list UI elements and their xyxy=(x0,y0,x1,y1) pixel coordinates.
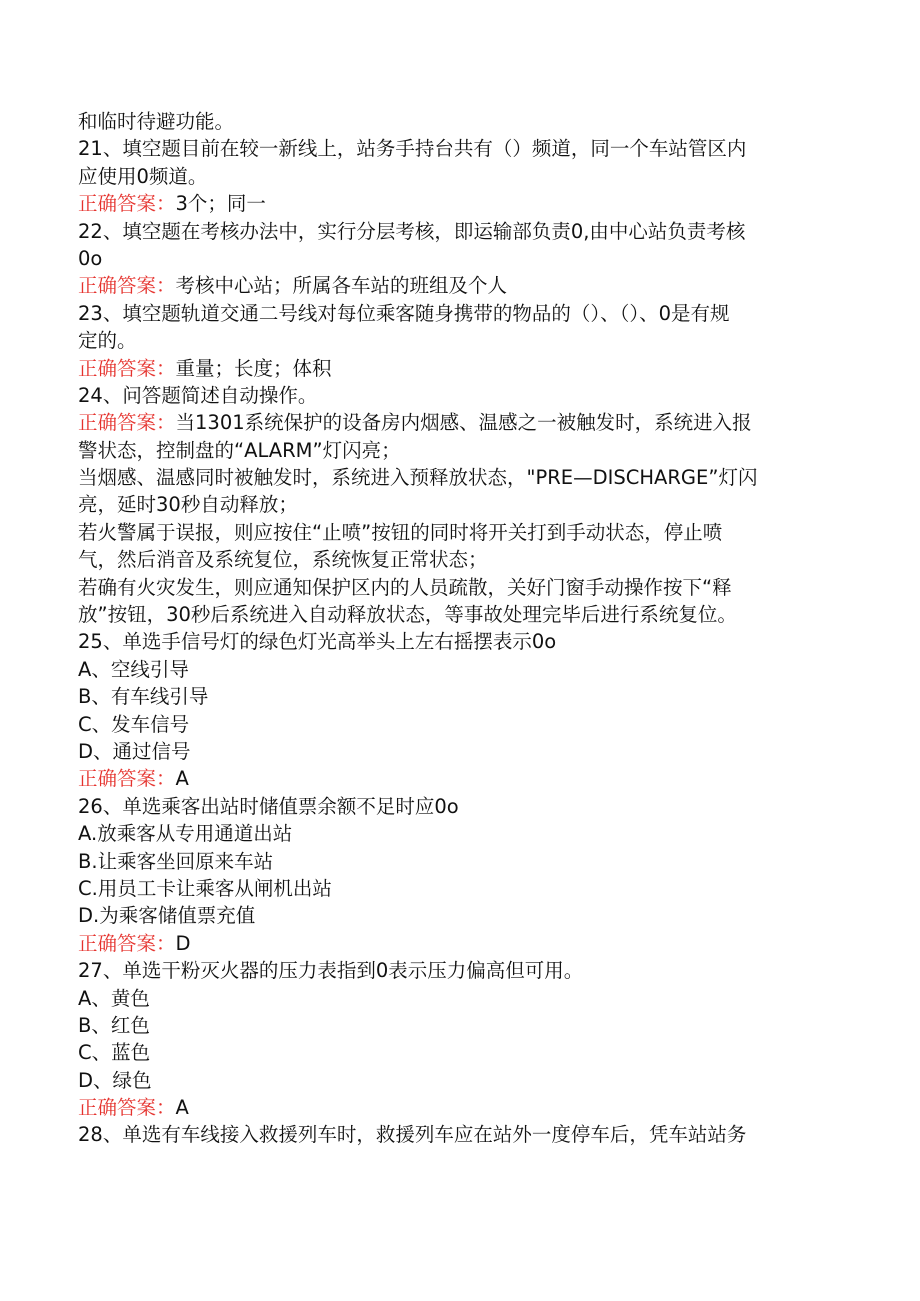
answer-text: 当1301系统保护的设备房内烟感、温感之一被触发时，系统进入报 xyxy=(175,411,752,435)
question-25: 25、单选手信号灯的绿色灯光高举头上左右摇摆表示0o xyxy=(78,630,557,654)
answer-24 xyxy=(78,409,838,436)
question-24: 24、问答题简述自动操作。 xyxy=(78,383,318,407)
answer-23 xyxy=(78,355,838,382)
text-line: 若确有火灾发生，则应通知保护区内的人员疏散，关好门窗手动操作按下“释 xyxy=(78,575,732,599)
answer-text: D xyxy=(175,931,191,955)
answer-text: 重量；长度；体积 xyxy=(175,356,332,380)
answer-22 xyxy=(78,272,838,299)
option-line: C.用员工卡让乘客从闸机出站 xyxy=(78,876,332,900)
option-line: B.让乘客坐回原来车站 xyxy=(78,849,274,873)
option-line: A、空线引导 xyxy=(78,657,189,681)
answer-26 xyxy=(78,930,838,957)
question-22: 22、填空题在考核办法中，实行分层考核，即运输部负责0,由中心站负责考核 xyxy=(78,219,746,243)
answer-text: 3个；同一 xyxy=(175,192,266,216)
answer-label: 正确答案： xyxy=(78,192,176,216)
answer-label: 正确答案： xyxy=(78,931,176,955)
text-line: 警状态，控制盘的“ALARM”灯闪亮； xyxy=(78,438,401,462)
answer-text: A xyxy=(175,767,189,791)
answer-text: A xyxy=(175,1096,189,1120)
text-line: 气，然后消音及系统复位，系统恢复正常状态； xyxy=(78,548,488,572)
option-line: D.为乘客储值票充值 xyxy=(78,904,256,928)
answer-21 xyxy=(78,190,838,217)
text-line: 当烟感、温感同时被触发时，系统进入预释放状态，"PRE—DISCHARGE”灯闪 xyxy=(78,466,758,490)
answer-27 xyxy=(78,1094,838,1121)
answer-label: 正确答案： xyxy=(78,274,176,298)
option-line: D、通过信号 xyxy=(78,739,191,763)
option-line: D、绿色 xyxy=(78,1068,152,1092)
document-page xyxy=(78,108,838,1149)
question-28: 28、单选有车线接入救援列车时，救援列车应在站外一度停车后，凭车站站务 xyxy=(78,1123,747,1147)
option-line: C、蓝色 xyxy=(78,1041,151,1065)
answer-label: 正确答案： xyxy=(78,767,176,791)
text-line: 0o xyxy=(78,246,103,270)
question-26: 26、单选乘客出站时储值票余额不足时应0o xyxy=(78,794,459,818)
text-line: 应使用0频道。 xyxy=(78,164,208,188)
question-23: 23、填空题轨道交通二号线对每位乘客随身携带的物品的（）、（）、0是有规 xyxy=(78,301,730,325)
answer-label: 正确答案： xyxy=(78,411,176,435)
question-21: 21、填空题目前在较一新线上，站务手持台共有（）频道，同一个车站管区内 xyxy=(78,137,747,161)
question-27: 27、单选干粉灭火器的压力表指到0表示压力偏高但可用。 xyxy=(78,959,584,983)
answer-text: 考核中心站；所属各车站的班组及个人 xyxy=(175,274,508,298)
option-line: B、红色 xyxy=(78,1013,150,1037)
option-line: B、有车线引导 xyxy=(78,685,209,709)
text-line: 定的。 xyxy=(78,329,137,353)
option-line: A.放乘客从专用通道出站 xyxy=(78,822,293,846)
answer-label: 正确答案： xyxy=(78,1096,176,1120)
text-line: 若火警属于误报，则应按住“止喷”按钮的同时将开关打到手动状态，停止喷 xyxy=(78,520,723,544)
answer-label: 正确答案： xyxy=(78,356,176,380)
text-line: 和临时待避功能。 xyxy=(78,110,235,133)
text-line: 放”按钮，30秒后系统进入自动释放状态，等事故处理完毕后进行系统复位。 xyxy=(78,603,737,627)
answer-25 xyxy=(78,765,838,792)
text-line: 亮，延时30秒自动释放； xyxy=(78,493,298,517)
option-line: C、发车信号 xyxy=(78,712,190,736)
option-line: A、黄色 xyxy=(78,986,150,1010)
